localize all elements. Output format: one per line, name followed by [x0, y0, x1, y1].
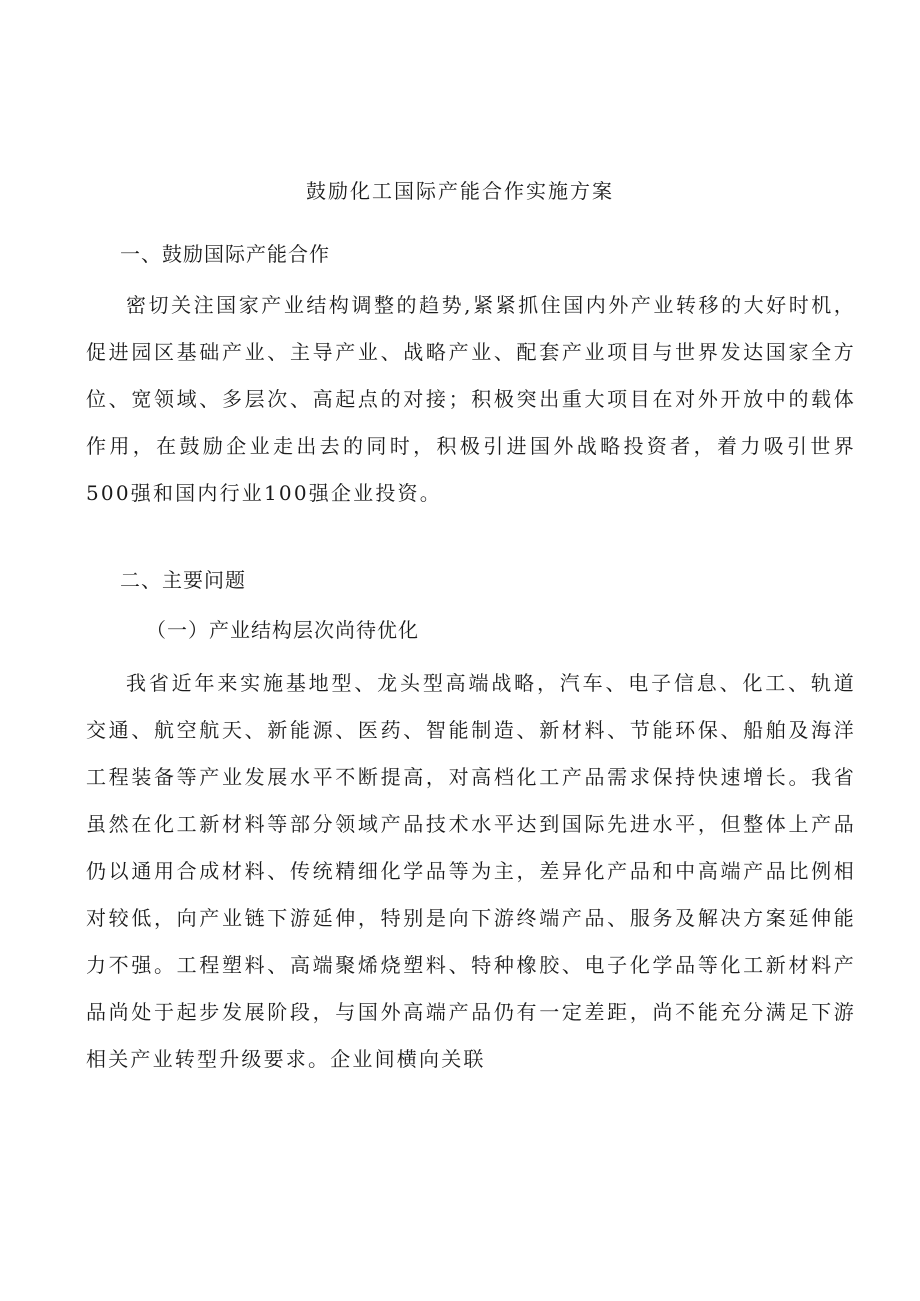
section-heading-main-problems: 二、主要问题 — [120, 568, 246, 592]
section-heading-international-cooperation: 一、鼓励国际产能合作 — [120, 242, 330, 266]
document-title: 鼓励化工国际产能合作实施方案 — [306, 179, 614, 203]
section-paragraph-industrial-structure: 我省近年来实施基地型、龙头型高端战略，汽车、电子信息、化工、轨道交通、航空航天、新能源、医药、智能制造、新材料、节能环保、船舶及海洋工程装备等产业发展水平不断提高，对高档化工产品需求保持快速增长。我省虽然在化工新材料等部分领域产品技术水平达到国际先进水平，但整体上产品仍以通用合成材料、传统精细化学品等为主，差异化产品和中高端产品比例相对较低，向产业链下游延伸，特别是向下游终端产品、服务及解决方案延伸能力不强。工程塑料、高端聚烯烧塑料、特种橡胶、电子化学品等化工新材料产品尚处于起步发展阶段，与国外高端产品仍有一定差距，尚不能充分满足下游相关产业转型升级要求。企业间横向关联 — [86, 671, 856, 1071]
subsection-heading-industrial-structure: （一）产业结构层次尚待优化 — [146, 618, 419, 642]
section-paragraph-international-cooperation: 密切关注国家产业结构调整的趋势,紧紧抓住国内外产业转移的大好时机，促进园区基础产业、主导产业、战略产业、配套产业项目与世界发达国家全方位、宽领域、多层次、高起点的对接；积极突出重大项目在对外开放中的载体作用，在鼓励企业走出去的同时，积极引进国外战略投资者，着力吸引世界500强和国内行业100强企业投资。 — [86, 293, 856, 505]
